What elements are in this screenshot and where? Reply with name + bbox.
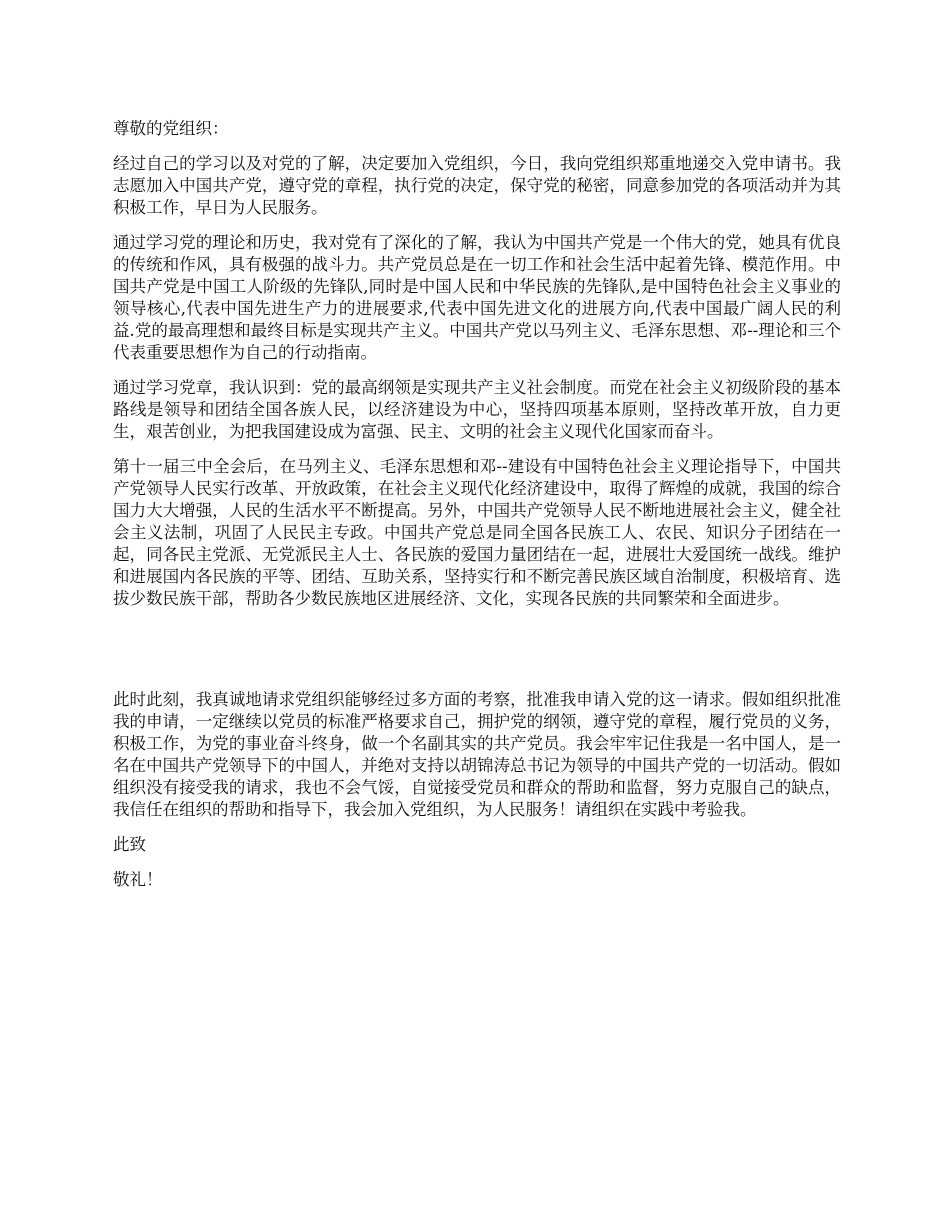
paragraph-party-constitution: 通过学习党章，我认识到：党的最高纲领是实现共产主义社会制度。而党在社会主义初级阶段的基本路线是领导和团结全国各族人民，以经济建设为中心，坚持四项基本原则，坚持改革开放，自力更生，艰苦创业，为把我国建设成为富强、民主、文明的社会主义现代化国家而奋斗。 — [113, 378, 841, 441]
paragraph-intent: 经过自己的学习以及对党的了解，决定要加入党组织，今日，我向党组织郑重地递交入党申请书。我志愿加入中国共产党，遵守党的章程，执行党的决定，保守党的秘密，同意参加党的各项活动并为其积极工作，早日为人民服务。 — [113, 154, 841, 217]
paragraph-understanding: 通过学习党的理论和历史，我对党有了深化的了解，我认为中国共产党是一个伟大的党，她具有优良的传统和作风，具有极强的战斗力。共产党员总是在一切工作和社会生活中起着先锋、模范作用。中国共产党是中国工人阶级的先锋队,同时是中国人民和中华民族的先锋队,是中国特色社会主义事业的领导核心,代表中国先进生产力的进展要求,代表中国先进文化的进展方向,代表中国最广阔人民的利益.党的最高理想和最终目标是实现共产主义。中国共产党以马列主义、毛泽东思想、邓--理论和三个代表重要思想作为自己的行动指南。 — [113, 233, 841, 362]
blank-gap — [113, 623, 841, 689]
application-letter — [113, 118, 841, 904]
closing-line-2: 敬礼！ — [113, 870, 163, 889]
salutation: 尊敬的党组织： — [113, 119, 229, 138]
paragraph-achievements: 第十一届三中全会后，在马列主义、毛泽东思想和邓--建设有中国特色社会主义理论指导下，中国共产党领导人民实行改革、开放政策，在社会主义现代化经济建设中，取得了辉煌的成就，我国的综合国力大大增强，人民的生活水平不断提高。另外，中国共产党领导人民不断地进展社会主义，健全社会主义法制，巩固了人民民主专政。中国共产党总是同全国各民族工人、农民、知识分子团结在一起，同各民主党派、无党派民主人士、各民族的爱国力量团结在一起，进展壮大爱国统一战线。维护和进展国内各民族的平等、团结、互助关系，坚持实行和不断完善民族区域自治制度，积极培育、选拔少数民族干部，帮助各少数民族地区进展经济、文化，实现各民族的共同繁荣和全面进步。 — [113, 457, 841, 608]
closing-line-1: 此致 — [113, 835, 146, 854]
paragraph-request: 此时此刻，我真诚地请求党组织能够经过多方面的考察，批准我申请入党的这一请求。假如组织批准我的申请，一定继续以党员的标准严格要求自己，拥护党的纲领，遵守党的章程，履行党员的义务，积极工作，为党的事业奋斗终身，做一个名副其实的共产党员。我会牢牢记住我是一名中国人，是一名在中国共产党领导下的中国人，并绝对支持以胡锦涛总书记为领导的中国共产党的一切活动。假如组织没有接受我的请求，我也不会气馁，自觉接受党员和群众的帮助和监督，努力克服自己的缺点，我信任在组织的帮助和指导下，我会加入党组织，为人民服务！请组织在实践中考验我。 — [113, 690, 841, 819]
